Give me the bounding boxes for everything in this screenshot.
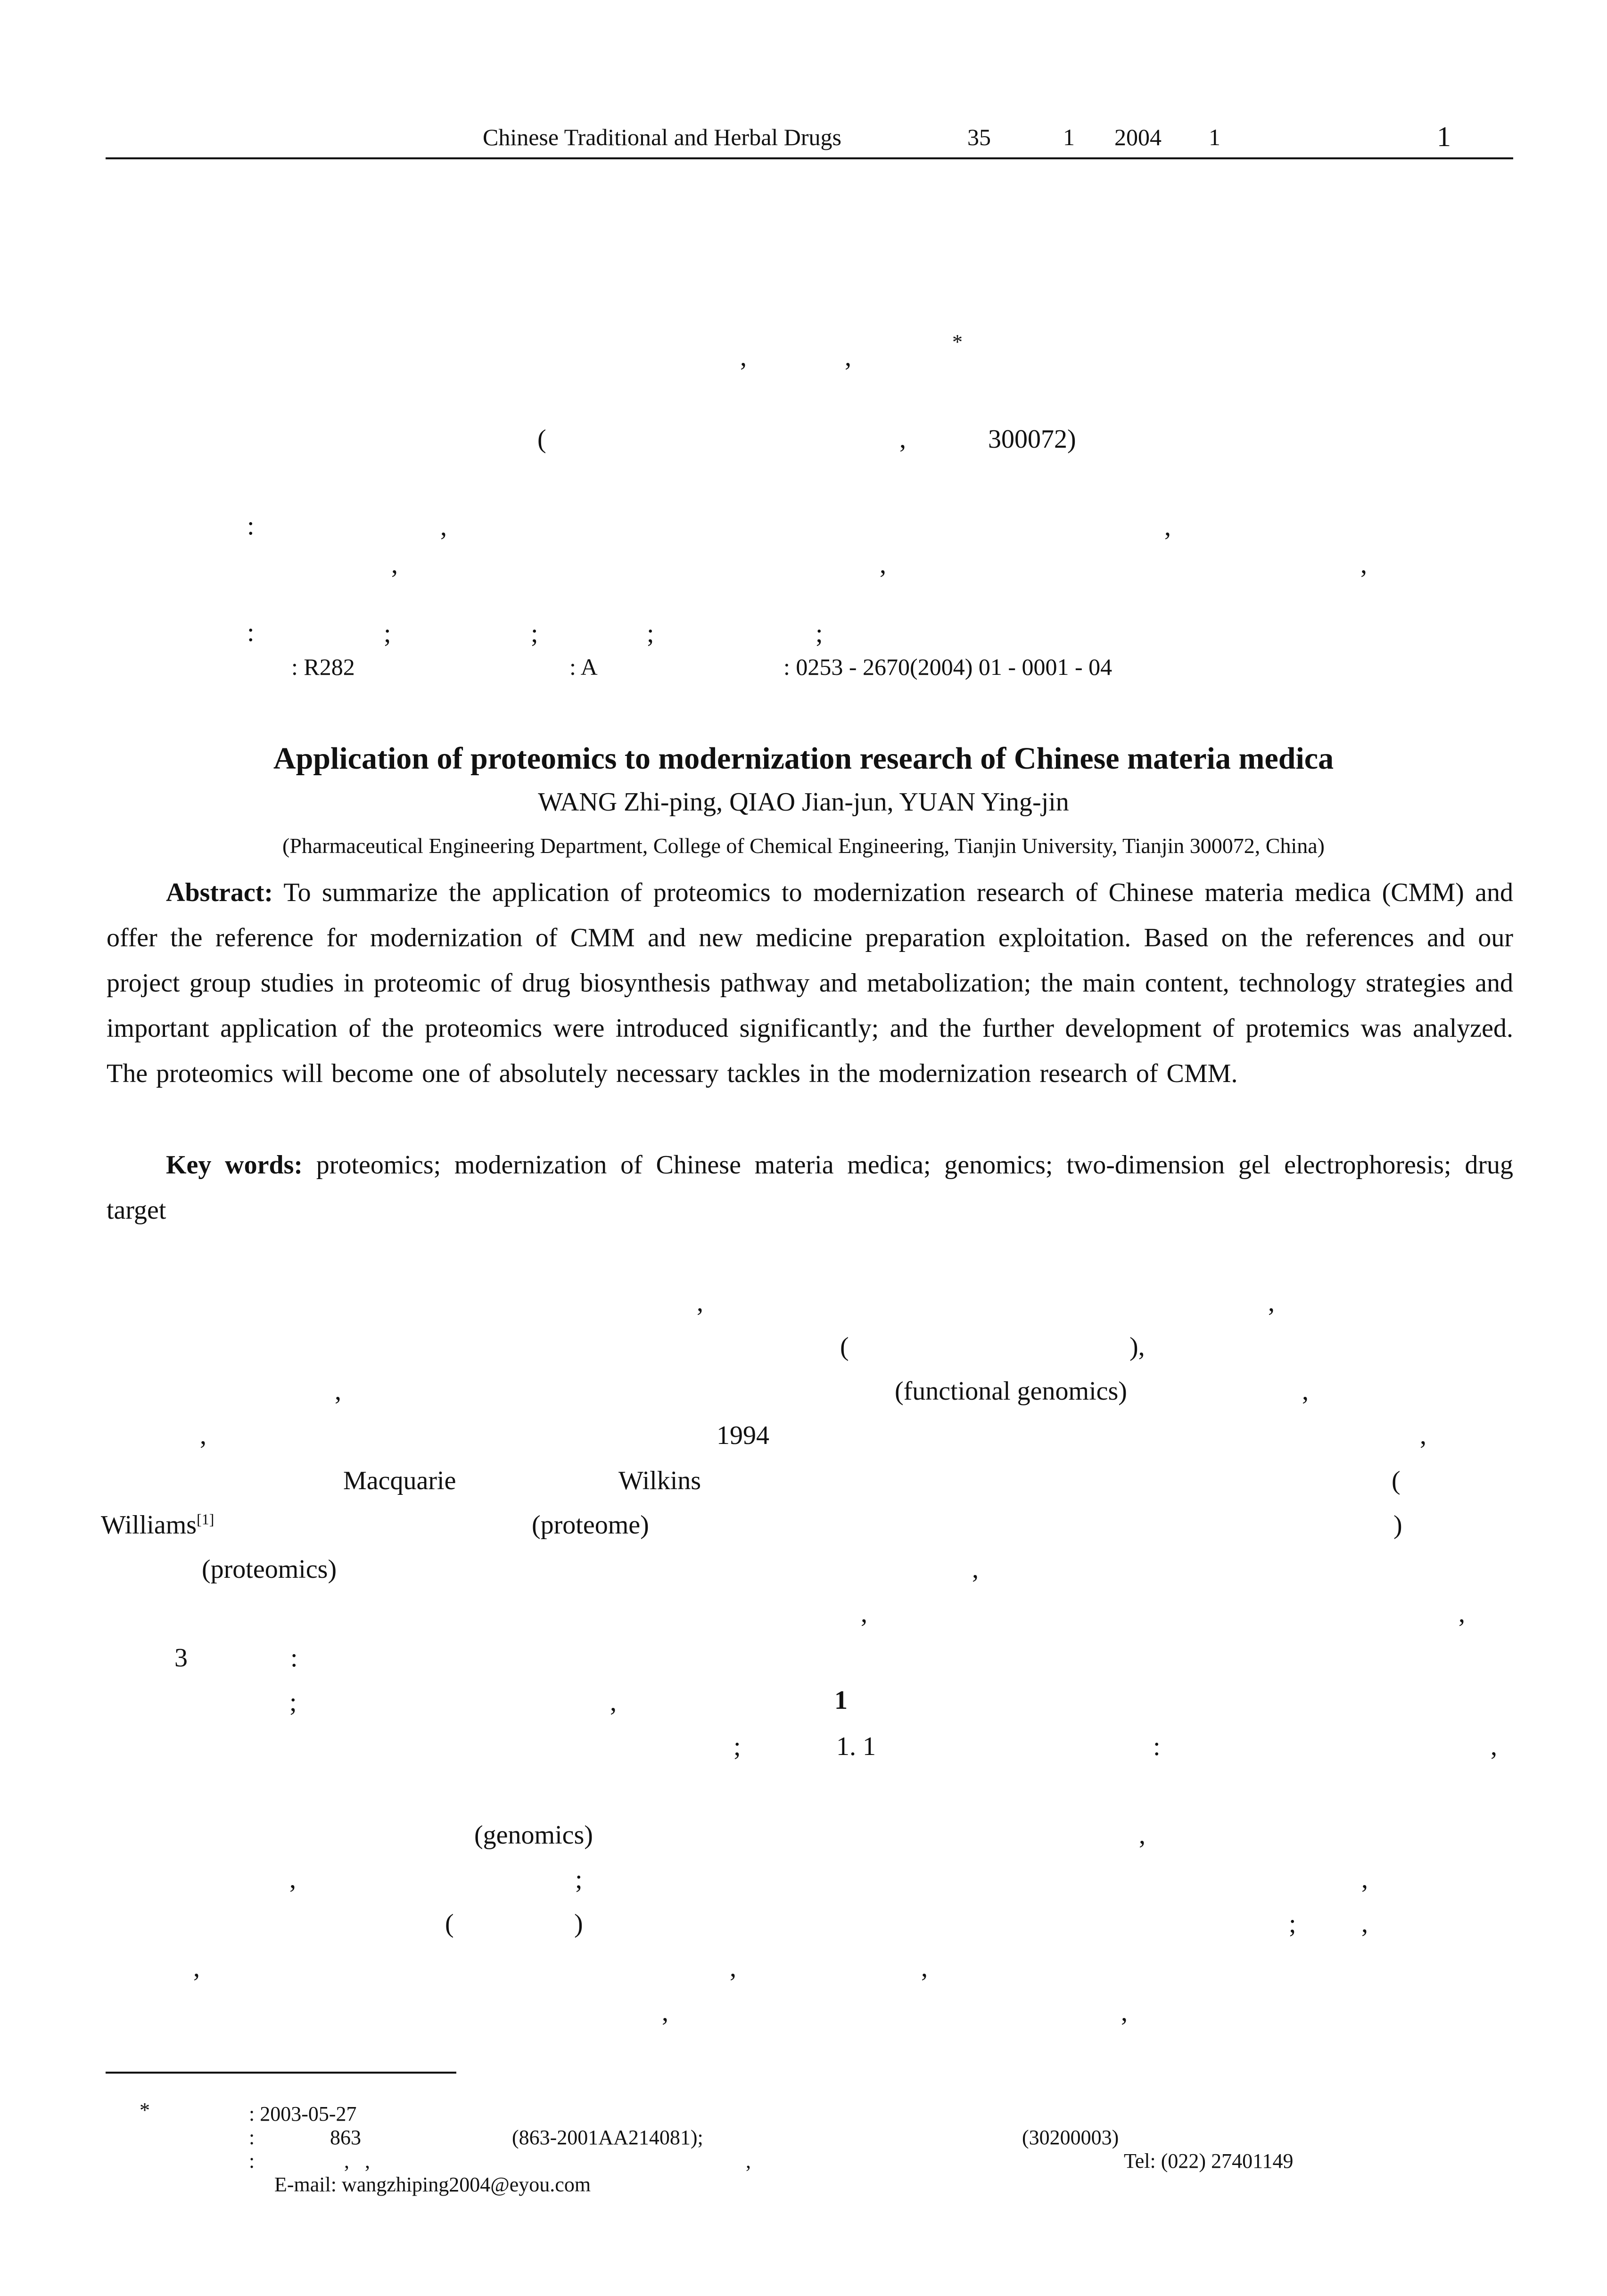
fund-colon: : [249, 2126, 255, 2149]
body-punct: , [1361, 1909, 1368, 1938]
body-punct: , [335, 1377, 341, 1406]
footnote-asterisk: * [140, 2099, 150, 2122]
cn-affiliation-comma: , [899, 425, 906, 454]
cn-abstract-punct: , [880, 550, 886, 579]
received-date: : 2003-05-27 [249, 2102, 357, 2125]
section-heading-1: 1 [834, 1686, 848, 1715]
body-punct: , [1139, 1820, 1146, 1850]
body-punct: , [1268, 1288, 1275, 1317]
term-functional-genomics: (functional genomics) [895, 1377, 1127, 1406]
name-wilkins: Wilkins [618, 1466, 701, 1495]
cn-author-comma: , [740, 343, 747, 372]
author-punct: , [746, 2149, 751, 2173]
english-abstract [107, 870, 1513, 1096]
abstract-text: To summarize the application of proteomics to modernization research of Chinese materia medica (CMM) and offer the reference for modernization of CMM and new medicine preparation exploitation. Based on the references and our project group studies in proteomic of drug biosynthesis pathway and metabolization; the main content, technology strategies and important application of the proteomics were introduced significantly; and the further development of protemics was analyzed. The proteomics will become one of absolutely necessary tackles in the modernization research of CMM. [107, 878, 1513, 1088]
body-punct: ) [574, 1909, 583, 1938]
body-punct: , [972, 1555, 979, 1584]
body-punct: , [697, 1288, 703, 1317]
author-colon: : [249, 2149, 255, 2173]
body-punct: , [1302, 1377, 1309, 1406]
name-macquarie: Macquarie [343, 1466, 456, 1495]
body-punct: ; [733, 1732, 741, 1761]
english-affiliation: (Pharmaceutical Engineering Department, College of Chemical Engineering, Tianjin University, Tianjin 300072, China) [282, 834, 1325, 858]
cn-keywords-colon: : [247, 618, 255, 647]
page-number: 1 [1437, 121, 1451, 152]
cn-abstract-punct: , [391, 550, 398, 579]
body-punct: , [200, 1421, 206, 1450]
body-punct: , [861, 1599, 867, 1628]
cn-keywords-punct: ; [816, 619, 823, 648]
body-punct: ; [289, 1688, 297, 1717]
body-punct: , [1361, 1865, 1368, 1894]
article-id: : 0253 - 2670(2004) 01 - 0001 - 04 [783, 654, 1113, 680]
cn-keywords-punct: ; [531, 619, 538, 648]
cn-abstract-punct: , [1360, 550, 1367, 579]
abstract-label: Abstract: [166, 878, 273, 907]
body-punct: , [1121, 1998, 1128, 2027]
body-punct: , [1459, 1599, 1465, 1628]
month: 1 [1209, 124, 1220, 150]
body-punct: , [662, 1998, 668, 2027]
volume-number: 35 [967, 124, 991, 150]
cn-author-comma: , [845, 343, 851, 372]
body-punct: : [1153, 1732, 1161, 1761]
year-1994: 1994 [717, 1421, 769, 1450]
keywords-text: proteomics; modernization of Chinese materia medica; genomics; two-dimension gel electrophoresis; drug target [107, 1150, 1514, 1225]
corresponding-asterisk: * [952, 330, 963, 353]
body-punct: ( [1392, 1466, 1401, 1495]
cn-keywords-punct: ; [647, 619, 654, 648]
cn-affiliation-zip: 300072) [988, 425, 1076, 454]
body-punct: ; [1289, 1909, 1296, 1938]
journal-name: Chinese Traditional and Herbal Drugs [483, 124, 842, 150]
body-punct: , [921, 1953, 928, 1983]
keywords-label: Key words: [166, 1150, 303, 1180]
fund-code-2: (30200003) [1022, 2126, 1119, 2149]
body-punct: , [289, 1865, 296, 1894]
body-punct: , [1491, 1732, 1497, 1761]
footnote-rule [106, 2072, 456, 2074]
body-punct: ) [1393, 1510, 1402, 1540]
body-punct: ; [575, 1865, 583, 1894]
fund-code: (863-2001AA214081); [512, 2126, 703, 2149]
body-punct: : [290, 1643, 298, 1673]
term-genomics: (genomics) [474, 1820, 593, 1850]
document-code: : A [569, 654, 598, 680]
cn-affiliation-open: ( [537, 425, 546, 454]
body-punct: , [193, 1953, 200, 1983]
body-punct: ( [445, 1909, 454, 1938]
author-punct: , , [344, 2149, 370, 2173]
email: E-mail: wangzhiping2004@eyou.com [274, 2173, 591, 2196]
name-williams: Williams[1] [101, 1510, 214, 1540]
body-punct: , [1420, 1421, 1426, 1450]
section-heading-1-1: 1. 1 [836, 1732, 876, 1761]
cn-abstract-punct: , [440, 512, 447, 541]
body-punct: , [730, 1953, 736, 1983]
header-rule [106, 157, 1513, 159]
cn-keywords-punct: ; [384, 619, 391, 648]
body-punct: , [610, 1688, 617, 1717]
issue-number: 1 [1063, 124, 1075, 150]
body-punct: ( [840, 1332, 849, 1361]
term-proteomics: (proteomics) [202, 1555, 337, 1584]
citation-ref: [1] [197, 1510, 214, 1528]
cn-abstract-colon: : [247, 511, 255, 541]
body-punct: ), [1129, 1332, 1145, 1361]
count-3: 3 [174, 1643, 188, 1673]
english-authors: WANG Zhi-ping, QIAO Jian-jun, YUAN Ying-jin [538, 787, 1069, 817]
fund-863: 863 [330, 2126, 361, 2149]
english-keywords [107, 1142, 1513, 1233]
english-title: Application of proteomics to modernization research of Chinese materia medica [273, 741, 1334, 776]
telephone: Tel: (022) 27401149 [1124, 2149, 1294, 2173]
term-proteome: (proteome) [532, 1510, 649, 1540]
year: 2004 [1114, 124, 1162, 150]
cn-abstract-punct: , [1164, 512, 1171, 541]
classification-number: : R282 [291, 654, 355, 680]
